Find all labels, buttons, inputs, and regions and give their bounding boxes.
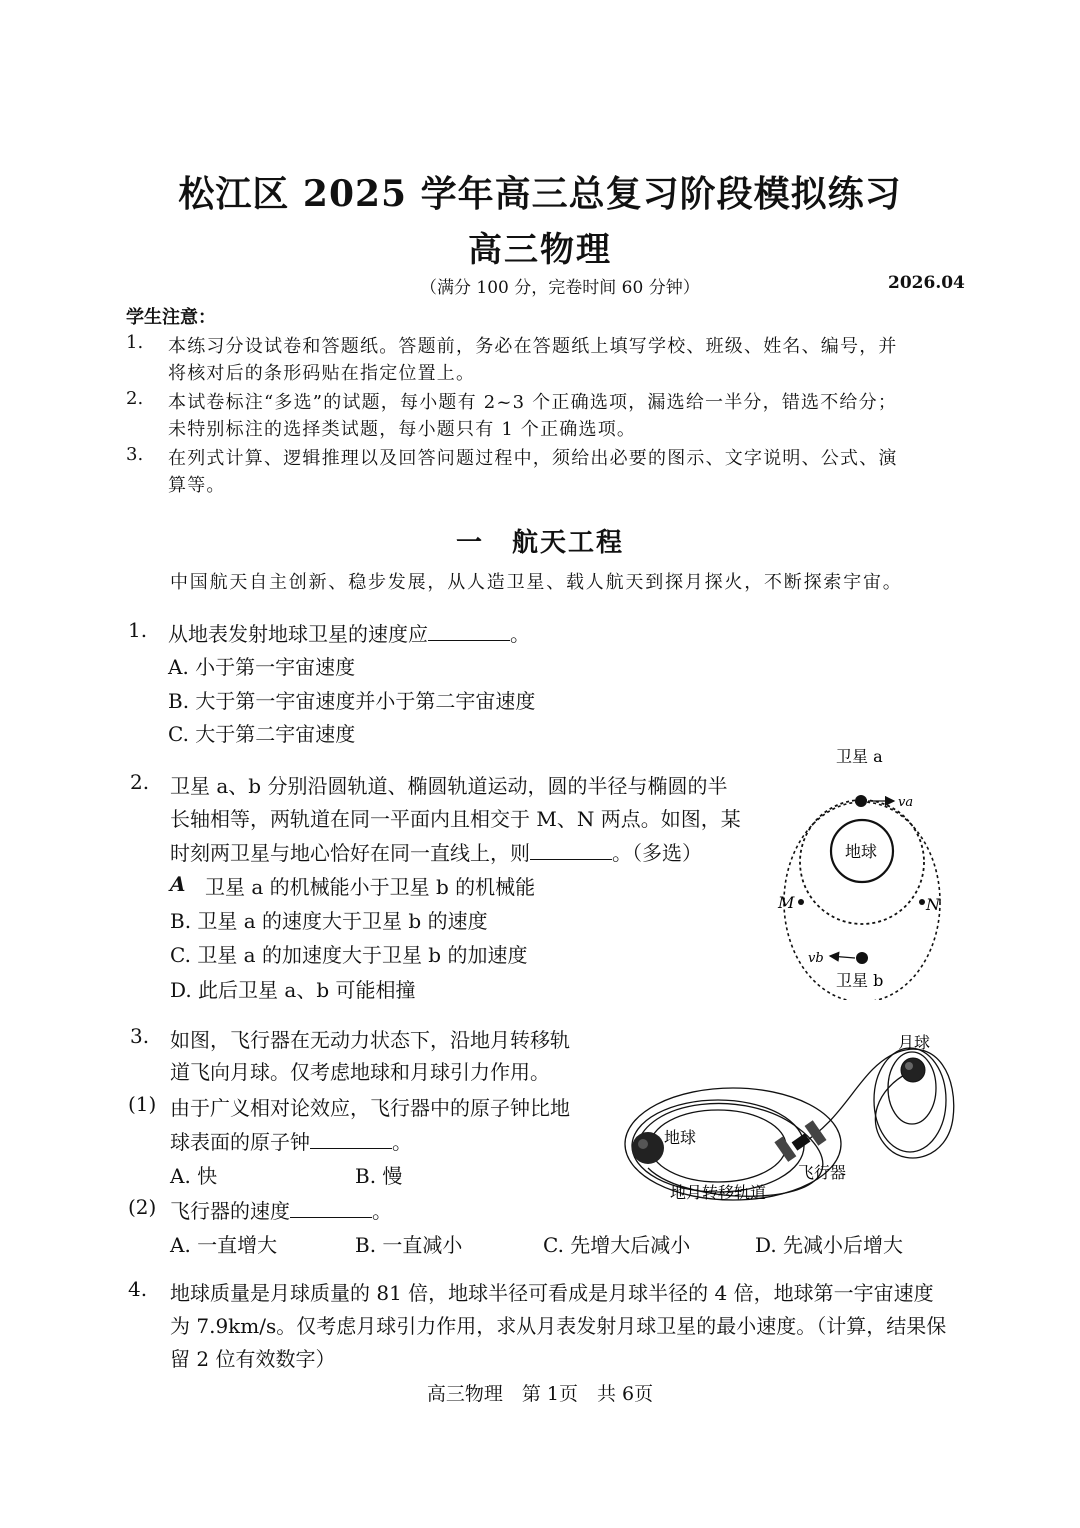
- earth-label-q3: 地球: [664, 1128, 697, 1147]
- moon-icon: [901, 1058, 925, 1082]
- q3-sub2-text: 飞行器的速度: [170, 1199, 290, 1223]
- q1-option-a: A. 小于第一宇宙速度: [168, 655, 356, 679]
- q2-line1: 卫星 a、b 分别沿圆轨道、椭圆轨道运动，圆的半径与椭圆的半: [170, 774, 728, 798]
- notice-3-num: 3.: [126, 444, 144, 465]
- q3-number: 3.: [130, 1024, 150, 1048]
- q1-answer-blank[interactable]: [428, 622, 510, 641]
- q2-answer-blank[interactable]: [530, 841, 612, 860]
- notice-1-line1: 本练习分设试卷和答题纸。答题前，务必在答题纸上填写学校、班级、姓名、编号，并: [168, 336, 898, 357]
- point-n-label: N: [926, 895, 940, 914]
- q2-line2: 长轴相等，两轨道在同一平面内且相交于 M、N 两点。如图，某: [170, 807, 741, 831]
- q3-sub1-answer-blank[interactable]: [310, 1130, 392, 1149]
- earth-detail: [638, 1139, 648, 1149]
- exam-info: （满分 100 分，完卷时间 60 分钟）: [420, 278, 700, 298]
- orbit-label: 地月转移轨道: [670, 1183, 767, 1202]
- notice-2-num: 2.: [126, 388, 144, 409]
- q4-line1: 地球质量是月球质量的 81 倍，地球半径可看成是月球半径的 4 倍，地球第一宇宙速度: [170, 1281, 934, 1305]
- q4-number: 4.: [128, 1277, 148, 1301]
- page-footer: 高三物理 第 1页 共 6页: [426, 1383, 654, 1405]
- q3-line1: 如图，飞行器在无动力状态下，沿地月转移轨: [170, 1028, 570, 1052]
- satellite-b: [856, 952, 868, 964]
- q3-sub1-number: (1): [128, 1092, 157, 1116]
- notice-3-line2: 算等。: [168, 475, 226, 496]
- q2-option-d: D. 此后卫星 a、b 可能相撞: [170, 978, 416, 1002]
- q3-sub1-line1: 由于广义相对论效应，飞行器中的原子钟比地: [170, 1096, 570, 1120]
- q1-option-c: C. 大于第二宇宙速度: [168, 722, 356, 746]
- satellite-a: [855, 795, 867, 807]
- velocity-b-label: vb: [808, 951, 824, 966]
- q2-option-c: C. 卫星 a 的加速度大于卫星 b 的加速度: [170, 943, 528, 967]
- point-n: [919, 899, 925, 905]
- q1-stem: [168, 618, 530, 647]
- q3-sub1-text: 球表面的原子钟: [170, 1130, 310, 1154]
- notice-3-line1: 在列式计算、逻辑推理以及回答问题过程中，须给出必要的图示、文字说明、公式、演: [168, 448, 898, 469]
- subject-title: 高三物理: [468, 230, 612, 270]
- velocity-a-label: va: [898, 795, 914, 810]
- q3-sub1-option-a: A. 快: [170, 1164, 218, 1188]
- q3-sub2-answer-blank[interactable]: [290, 1199, 372, 1218]
- q2-option-a: 卫星 a 的机械能小于卫星 b 的机械能: [205, 875, 536, 899]
- q3-sub1-end: 。: [392, 1130, 412, 1154]
- q4-line3: 留 2 位有效数字）: [170, 1347, 336, 1371]
- q2-option-a-mark: A: [167, 872, 189, 896]
- q2-number: 2.: [130, 770, 150, 794]
- moon-label: 月球: [898, 1033, 931, 1052]
- notice-2-line1: 本试卷标注“多选”的试题，每小题有 2~3 个正确选项，漏选给一半分，错选不给分；: [168, 392, 898, 413]
- q3-sub2-option-b: B. 一直减小: [355, 1233, 463, 1257]
- q2-line3-text: 时刻两卫星与地心恰好在同一直线上，则: [170, 841, 530, 865]
- q1-number: 1.: [128, 618, 148, 642]
- notice-1-num: 1.: [126, 332, 144, 353]
- q3-sub2-option-d: D. 先减小后增大: [755, 1233, 904, 1257]
- q4-line2: 为 7.9km/s。仅考虑月球引力作用，求从月表发射月球卫星的最小速度。（计算，结果保: [170, 1314, 947, 1338]
- q2-line3-end: 。（多选）: [612, 841, 702, 865]
- q3-sub1-option-b: B. 慢: [355, 1164, 403, 1188]
- exam-title: 松江区 2025 学年高三总复习阶段模拟练习: [178, 173, 902, 215]
- velocity-b-arrow: [830, 956, 855, 958]
- q3-sub2-option-a: A. 一直增大: [170, 1233, 278, 1257]
- q3-sub1-line2: [170, 1126, 412, 1155]
- q3-sub2-number: (2): [128, 1195, 157, 1219]
- q1-stem-text: 从地表发射地球卫星的速度应: [168, 622, 428, 646]
- q3-line2: 道飞向月球。仅考虑地球和月球引力作用。: [170, 1060, 550, 1084]
- notice-2-line2: 未特别标注的选择类试题，每小题只有 1 个正确选项。: [168, 419, 637, 440]
- q2-option-b: B. 卫星 a 的速度大于卫星 b 的速度: [170, 909, 488, 933]
- exam-date: 2026.04: [888, 273, 965, 293]
- moon-crater: [905, 1062, 913, 1070]
- notice-title: 学生注意：: [126, 307, 216, 328]
- q3-sub2-end: 。: [372, 1199, 392, 1223]
- section-title: 一 航天工程: [455, 528, 624, 558]
- q1-stem-end: 。: [510, 622, 530, 646]
- notice-1-line2: 将核对后的条形码贴在指定位置上。: [168, 363, 476, 384]
- q2-line3: [170, 837, 702, 866]
- earth-icon: [632, 1132, 664, 1164]
- q1-option-b: B. 大于第一宇宙速度并小于第二宇宙速度: [168, 689, 536, 713]
- q3-sub2-option-c: C. 先增大后减小: [543, 1233, 691, 1257]
- spacecraft-label: 飞行器: [798, 1163, 847, 1182]
- point-m-label: M: [778, 893, 795, 912]
- section-intro: 中国航天自主创新、稳步发展，从人造卫星、载人航天到探月探火，不断探索宇宙。: [170, 572, 903, 593]
- q2-orbit-diagram: [770, 740, 970, 1000]
- satellite-a-label: 卫星 a: [836, 747, 883, 766]
- spacecraft-icon: [774, 1120, 826, 1162]
- satellite-b-label: 卫星 b: [836, 971, 884, 990]
- point-m: [798, 899, 804, 905]
- earth-label: 地球: [845, 842, 878, 861]
- q3-transfer-orbit-diagram: [608, 1028, 964, 1208]
- q3-sub2-stem: [170, 1195, 392, 1224]
